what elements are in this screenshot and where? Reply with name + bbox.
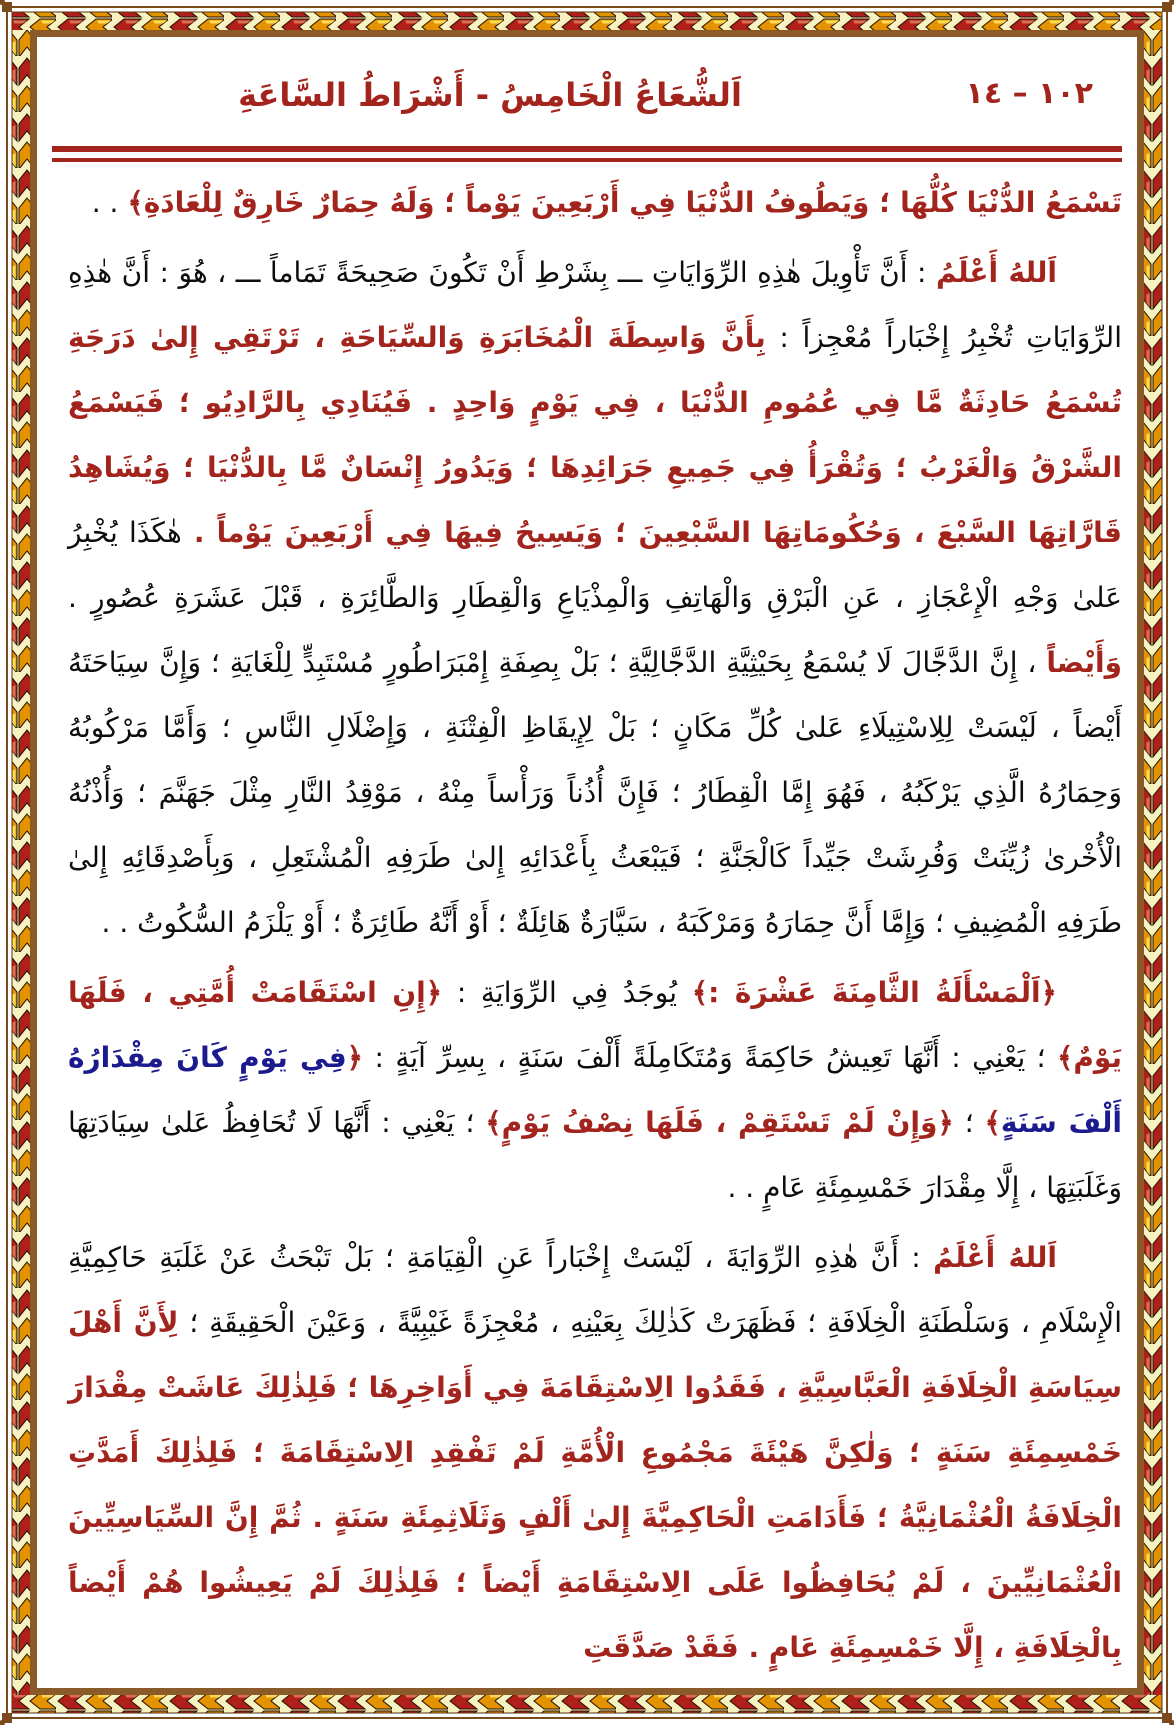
text-run-red: اَللهُ أَعْلَمُ	[933, 1241, 1057, 1274]
text-run-black: ؛ يَعْنِي : أَنَّهَا تَعِيشُ حَاكِمَةً وَمُتَكَامِلَةً أَلْفَ سَنَةٍ ، بِسِرِّ آيَةٍ :	[363, 1041, 1057, 1074]
text-run-red: ﴿اَلْمَسْأَلَةُ الثَّامِنَةَ عَشْرَةَ :﴾	[691, 976, 1057, 1009]
paragraph	[68, 1225, 1122, 1680]
text-run-black: ، إِنَّ الدَّجَّالَ لَا يُسْمَعُ بِحَيْثِيَّةِ الدَّجَّالِيَّةِ ؛ بَلْ بِصِفَةِ إِمْبَرَاطُورٍ مُسْتَبِدٍّ لِلْغَايَةِ ؛ وَإِنَّ سِيَاحَتَهُ أَيْضاً ، لَيْسَتْ لِلِاسْتِيلَاءِ عَلىٰ كُلِّ مَكَانٍ ؛ بَلْ لِإِيقَاظِ الْفِتْنَةِ ، وَإِضْلَالِ النَّاسِ ؛ وَأَمَّا مَرْكُوبُهُ وَحِمَارُهُ الَّذِي يَرْكَبُهُ ، فَهُوَ إِمَّا الْقِطَارُ ؛ فَإِنَّ أُذُناً وَرَأْساً مِنْهُ ، مَوْقِدُ النَّارِ مِثْلَ جَهَنَّمَ ؛ وَأُذْنُهُ الْأُخْرىٰ زُيِّنَتْ وَفُرِشَتْ جَيِّداً كَالْجَنَّةِ ؛ فَيَبْعَثُ بِأَعْدَائِهِ إِلىٰ طَرَفِهِ الْمُشْتَعِلِ ، وَبِأَصْدِقَائِهِ إِلىٰ طَرَفِهِ الْمُضِيفِ ؛ وَإِمَّا أَنَّ حِمَارَهُ وَمَرْكَبَهُ ، سَيَّارَةٌ هَائِلَةٌ ؛ أَوْ أَنَّهُ طَائِرَةٌ ؛ أَوْ يَلْزَمُ السُّكُوتُ . .	[68, 646, 1122, 939]
text-run-blue: فِي يَوْمٍ كَانَ مِقْدَارُهُ أَلْفَ سَنَةٍ	[68, 1041, 1123, 1139]
text-run-red: اَللهُ أَعْلَمُ	[935, 256, 1057, 289]
text-run-black: : أَنَّ هٰذِهِ الرِّوَايَةَ ، لَيْسَتْ إِخْبَاراً عَنِ الْقِيَامَةِ ؛ بَلْ تَبْحَثُ عَنْ غَلَبَةِ حَاكِمِيَّةِ الْإِسْلَامِ ، وَسَلْطَنَةِ الْخِلَافَةِ ؛ فَظَهَرَتْ كَذٰلِكَ بِعَيْنِهِ ، مُعْجِزَةً غَيْبِيَّةً ، وَعَيْنَ الْحَقِيقَةِ ؛	[68, 1241, 1122, 1339]
text-run-black: ؛	[953, 1106, 985, 1139]
text-run-black: : أَنَّ تَأْوِيلَ هٰذِهِ الرِّوَايَاتِ ـــ بِشَرْطِ أَنْ تَكُونَ صَحِيحَةً تَمَاماً ـــ ، هُوَ : أَنَّ هٰذِهِ الرِّوَايَاتِ تُخْبِرُ إِخْبَاراً مُعْجِزاً :	[68, 256, 1122, 354]
text-run-red: ﴾	[984, 1106, 1001, 1139]
text-run-red: بِأَنَّ وَاسِطَةَ الْمُخَابَرَةِ وَالسِّيَاحَةِ ، تَرْتَقِي إِلىٰ دَرَجَةِ تُسْمَعُ حَادِثَةٌ مَّا فِي عُمُومِ الدُّنْيَا ، فِي يَوْمٍ وَاحِدٍ . فَيُنَادِي بِالرَّادِيُو ؛ فَيَسْمَعُ الشَّرْقُ وَالْغَرْبُ ؛ وَتُقْرَأُ فِي جَمِيعِ جَرَائِدِهَا ؛ وَيَدُورُ إِنْسَانٌ مَّا بِالدُّنْيَا ؛ وَيُشَاهِدُ قَارَّاتِهَا السَّبْعَ ، وَحُكُومَاتِهَا السَّبْعِينَ ؛ وَيَسِيحُ فِيهَا فِي أَرْبَعِينَ يَوْماً .	[68, 321, 1122, 549]
text-run-red: ﴿وَإِنْ لَمْ تَسْتَقِمْ ، فَلَهَا نِصْفُ يَوْمٍ﴾	[485, 1106, 954, 1139]
body-text	[68, 170, 1122, 1680]
chapter-title: اَلشُّعَاعُ الْخَامِسُ - أَشْرَاطُ السَّاعَةِ	[238, 76, 742, 114]
paragraph	[68, 240, 1122, 955]
text-run-red: ﴿إِنِ اسْتَقَامَتْ أُمَّتِي ، فَلَهَا يَوْمٌ﴾	[68, 976, 1122, 1074]
border-band-left	[12, 12, 30, 1713]
text-run-red: لِأَنَّ أَهْلَ سِيَاسَةِ الْخِلَافَةِ الْعَبَّاسِيَّةِ ، فَقَدُوا الِاسْتِقَامَةَ فِي أَوَاخِرِهَا ؛ فَلِذٰلِكَ عَاشَتْ مِقْدَارَ خَمْسِمِئَةِ سَنَةٍ ؛ وَلٰكِنَّ هَيْئَةَ مَجْمُوعِ الْأُمَّةِ لَمْ تَفْقِدِ الِاسْتِقَامَةَ ؛ فَلِذٰلِكَ أَمَدَّتِ الْخِلَافَةُ الْعُثْمَانِيَّةُ ؛ فَأَدَامَتِ الْحَاكِمِيَّةَ إِلىٰ أَلْفٍ وَثَلَاثِمِئَةِ سَنَةٍ . ثُمَّ إِنَّ السِّيَاسِيِّينَ الْعُثْمَانِيِّينَ ، لَمْ يُحَافِظُوا عَلَى الِاسْتِقَامَةِ أَيْضاً ؛ فَلِذٰلِكَ لَمْ يَعِيشُوا هُمْ أَيْضاً بِالْخِلَافَةِ ، إِلَّا خَمْسِمِئَةِ عَامٍ . فَقَدْ صَدَّقَتِ	[68, 1306, 1122, 1664]
border-band-top	[12, 12, 1162, 30]
page-number: ١٠٢ – ١٤	[965, 76, 1093, 111]
text-run-black: ؛ يَعْنِي : أَنَّهَا لَا تُحَافِظُ عَلىٰ سِيَادَتِهَا وَغَلَبَتِهَا ، إِلَّا مِقْدَارَ خَمْسِمِئَةِ عَامٍ . .	[68, 1106, 1122, 1204]
text-run-black: يُوجَدُ فِي الرِّوَايَةِ :	[442, 976, 692, 1009]
text-run-red: تَسْمَعُ الدُّنْيَا كُلُّهَا ؛ وَيَطُوفُ الدُّنْيَا فِي أَرْبَعِينَ يَوْماً ؛ وَلَهُ حِمَارٌ خَارِقٌ لِلْعَادَةِ﴾	[127, 186, 1122, 219]
paragraph	[68, 960, 1122, 1220]
border-band-bottom	[12, 1695, 1162, 1713]
text-run-red: وَأَيْضاً	[1046, 646, 1122, 679]
text-run-black: هٰكَذَا يُخْبِرُ عَلىٰ وَجْهِ الْإِعْجَازِ ، عَنِ الْبَرْقِ وَالْهَاتِفِ وَالْمِذْيَاعِ وَالْقِطَارِ وَالطَّائِرَةِ ، قَبْلَ عَشَرَةِ عُصُورٍ .	[68, 516, 1122, 614]
header-divider-rule	[52, 146, 1122, 162]
paragraph	[68, 170, 1122, 235]
border-band-right	[1144, 12, 1162, 1713]
text-run-black: . .	[91, 186, 128, 219]
text-run-red: ﴿	[346, 1041, 364, 1074]
